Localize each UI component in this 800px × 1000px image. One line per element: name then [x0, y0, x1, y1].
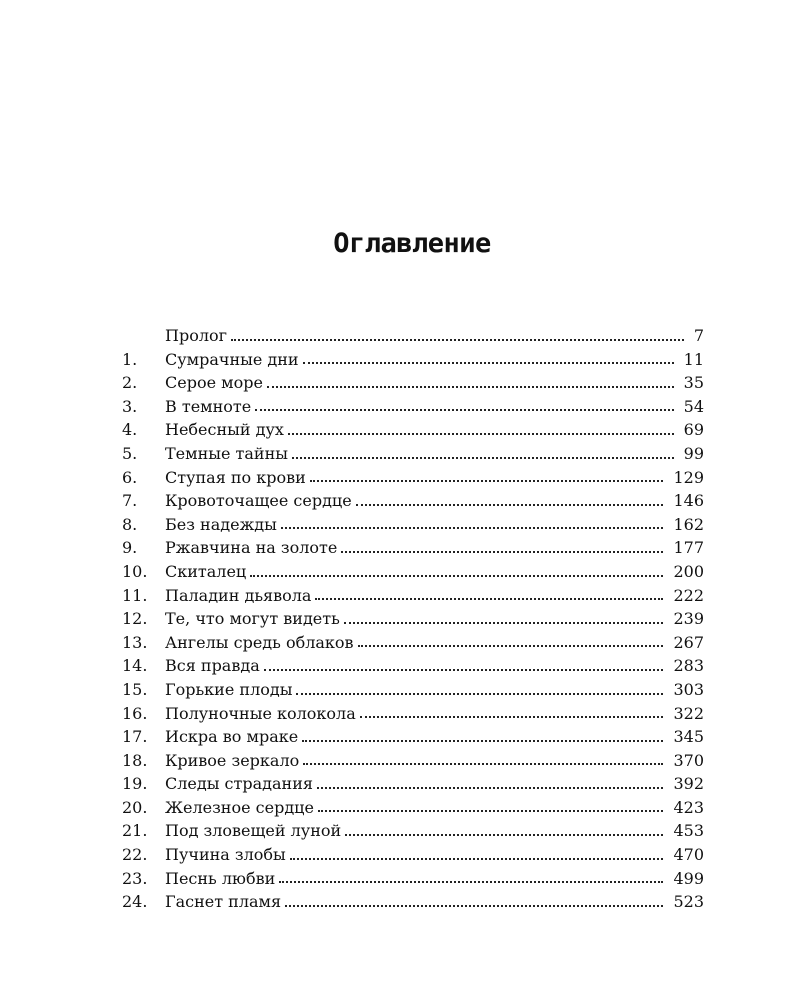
- toc-entry[interactable]: [122, 845, 704, 869]
- toc-entry[interactable]: [122, 869, 704, 893]
- page-number: 470: [673, 845, 704, 865]
- chapter-number: 24.: [122, 892, 148, 912]
- toc-entry[interactable]: [122, 633, 704, 657]
- chapter-title: Темные тайны: [165, 443, 288, 463]
- chapter-title: Ржавчина на золоте: [165, 538, 338, 558]
- toc-entry[interactable]: [122, 444, 704, 468]
- chapter-number: 15.: [122, 679, 148, 699]
- chapter-title: Те, что могут видеть: [165, 609, 340, 629]
- dot-leader: [264, 655, 664, 671]
- chapter-number: 8.: [122, 514, 138, 534]
- chapter-number: 17.: [122, 727, 148, 747]
- page-number: 129: [673, 467, 704, 487]
- dot-leader: [317, 773, 664, 789]
- chapter-number: 14.: [122, 656, 148, 676]
- chapter-number: 12.: [122, 609, 148, 629]
- page-number: 200: [673, 561, 704, 581]
- table-of-contents: [122, 326, 704, 916]
- chapter-number: 2.: [122, 373, 138, 393]
- chapter-title: Следы страдания: [165, 774, 313, 794]
- dot-leader: [285, 891, 663, 907]
- chapter-number: 11.: [122, 585, 148, 605]
- page-number: 11: [683, 349, 704, 369]
- page-number: 239: [673, 609, 704, 629]
- dot-leader: [315, 584, 663, 600]
- chapter-number: 13.: [122, 632, 148, 652]
- chapter-title: Паладин дьявола: [165, 585, 312, 605]
- chapter-title: Полуночные колокола: [165, 703, 356, 723]
- dot-leader: [345, 820, 663, 836]
- dot-leader: [303, 348, 674, 364]
- toc-entry[interactable]: [122, 326, 704, 350]
- toc-entry[interactable]: [122, 420, 704, 444]
- dot-leader: [344, 608, 664, 624]
- page-number: 345: [673, 727, 704, 747]
- chapter-title: Кривое зеркало: [165, 750, 300, 770]
- page-title: Оглавление: [333, 228, 491, 259]
- toc-entry[interactable]: [122, 892, 704, 916]
- page-number: 162: [673, 514, 704, 534]
- toc-entry[interactable]: [122, 821, 704, 845]
- page-number: 7: [693, 326, 704, 345]
- chapter-title: Песнь любви: [165, 868, 276, 888]
- toc-entry[interactable]: [122, 468, 704, 492]
- page-number: 35: [683, 373, 704, 393]
- page-number: 499: [673, 868, 704, 888]
- chapter-title: Железное сердце: [165, 797, 314, 817]
- toc-entry[interactable]: [122, 515, 704, 539]
- chapter-number: 20.: [122, 797, 148, 817]
- chapter-number: 1.: [122, 349, 138, 369]
- chapter-title: Ступая по крови: [165, 467, 306, 487]
- dot-leader: [288, 419, 674, 435]
- chapter-title: Кровоточащее сердце: [165, 491, 352, 511]
- dot-leader: [290, 844, 664, 860]
- chapter-number: 19.: [122, 774, 148, 794]
- chapter-number: 21.: [122, 821, 148, 841]
- toc-entry[interactable]: [122, 373, 704, 397]
- toc-entry[interactable]: [122, 397, 704, 421]
- chapter-title: Сумрачные дни: [165, 349, 299, 369]
- toc-entry[interactable]: [122, 656, 704, 680]
- toc-entry[interactable]: [122, 350, 704, 374]
- toc-entry[interactable]: [122, 586, 704, 610]
- dot-leader: [356, 490, 664, 506]
- dot-leader: [292, 443, 674, 459]
- chapter-title: Без надежды: [165, 514, 277, 534]
- toc-entry[interactable]: [122, 774, 704, 798]
- page-number: 523: [673, 892, 704, 912]
- chapter-number: 5.: [122, 443, 138, 463]
- dot-leader: [250, 561, 663, 577]
- chapter-title: Вся правда: [165, 656, 260, 676]
- toc-entry[interactable]: [122, 751, 704, 775]
- chapter-number: 16.: [122, 703, 148, 723]
- chapter-title: Пучина злобы: [165, 845, 286, 865]
- dot-leader: [302, 726, 663, 742]
- dot-leader: [279, 867, 663, 883]
- chapter-title: В темноте: [165, 396, 252, 416]
- dot-leader: [310, 466, 664, 482]
- page-number: 370: [673, 750, 704, 770]
- toc-entry[interactable]: [122, 491, 704, 515]
- page-number: 283: [673, 656, 704, 676]
- chapter-title: Пролог: [165, 326, 228, 345]
- dot-leader: [255, 395, 673, 411]
- dot-leader: [281, 513, 664, 529]
- page-number: 392: [673, 774, 704, 794]
- chapter-title: Небесный дух: [165, 420, 284, 440]
- chapter-title: Гаснет пламя: [165, 892, 282, 912]
- toc-entry[interactable]: [122, 609, 704, 633]
- dot-leader: [341, 537, 663, 553]
- toc-entry[interactable]: [122, 798, 704, 822]
- chapter-number: 3.: [122, 396, 138, 416]
- toc-entry[interactable]: [122, 562, 704, 586]
- chapter-title: Под зловещей луной: [165, 821, 342, 841]
- chapter-number: 7.: [122, 491, 138, 511]
- dot-leader: [296, 679, 663, 695]
- page-number: 54: [683, 396, 704, 416]
- toc-entry[interactable]: [122, 704, 704, 728]
- page-number: 177: [673, 538, 704, 558]
- dot-leader: [360, 702, 664, 718]
- toc-entry[interactable]: [122, 727, 704, 751]
- toc-entry[interactable]: [122, 538, 704, 562]
- chapter-number: 6.: [122, 467, 138, 487]
- page-number: 267: [673, 632, 704, 652]
- toc-entry[interactable]: [122, 680, 704, 704]
- chapter-number: 4.: [122, 420, 138, 440]
- page-number: 146: [673, 491, 704, 511]
- page-number: 453: [673, 821, 704, 841]
- page-number: 222: [673, 585, 704, 605]
- chapter-number: 9.: [122, 538, 138, 558]
- chapter-title: Ангелы средь облаков: [165, 632, 354, 652]
- page-number: 322: [673, 703, 704, 723]
- page-number: 69: [683, 420, 704, 440]
- chapter-number: 23.: [122, 868, 148, 888]
- chapter-number: 22.: [122, 845, 148, 865]
- dot-leader: [303, 749, 663, 765]
- dot-leader: [358, 631, 664, 647]
- chapter-title: Серое море: [165, 373, 263, 393]
- page-number: 303: [673, 679, 704, 699]
- chapter-number: 10.: [122, 561, 148, 581]
- chapter-number: 18.: [122, 750, 148, 770]
- chapter-title: Скиталец: [165, 561, 247, 581]
- chapter-title: Искра во мраке: [165, 727, 299, 747]
- page-number: 423: [673, 797, 704, 817]
- dot-leader: [267, 372, 674, 388]
- dot-leader: [318, 796, 664, 812]
- chapter-title: Горькие плоды: [165, 679, 293, 699]
- page-number: 99: [683, 443, 704, 463]
- dot-leader: [231, 325, 684, 341]
